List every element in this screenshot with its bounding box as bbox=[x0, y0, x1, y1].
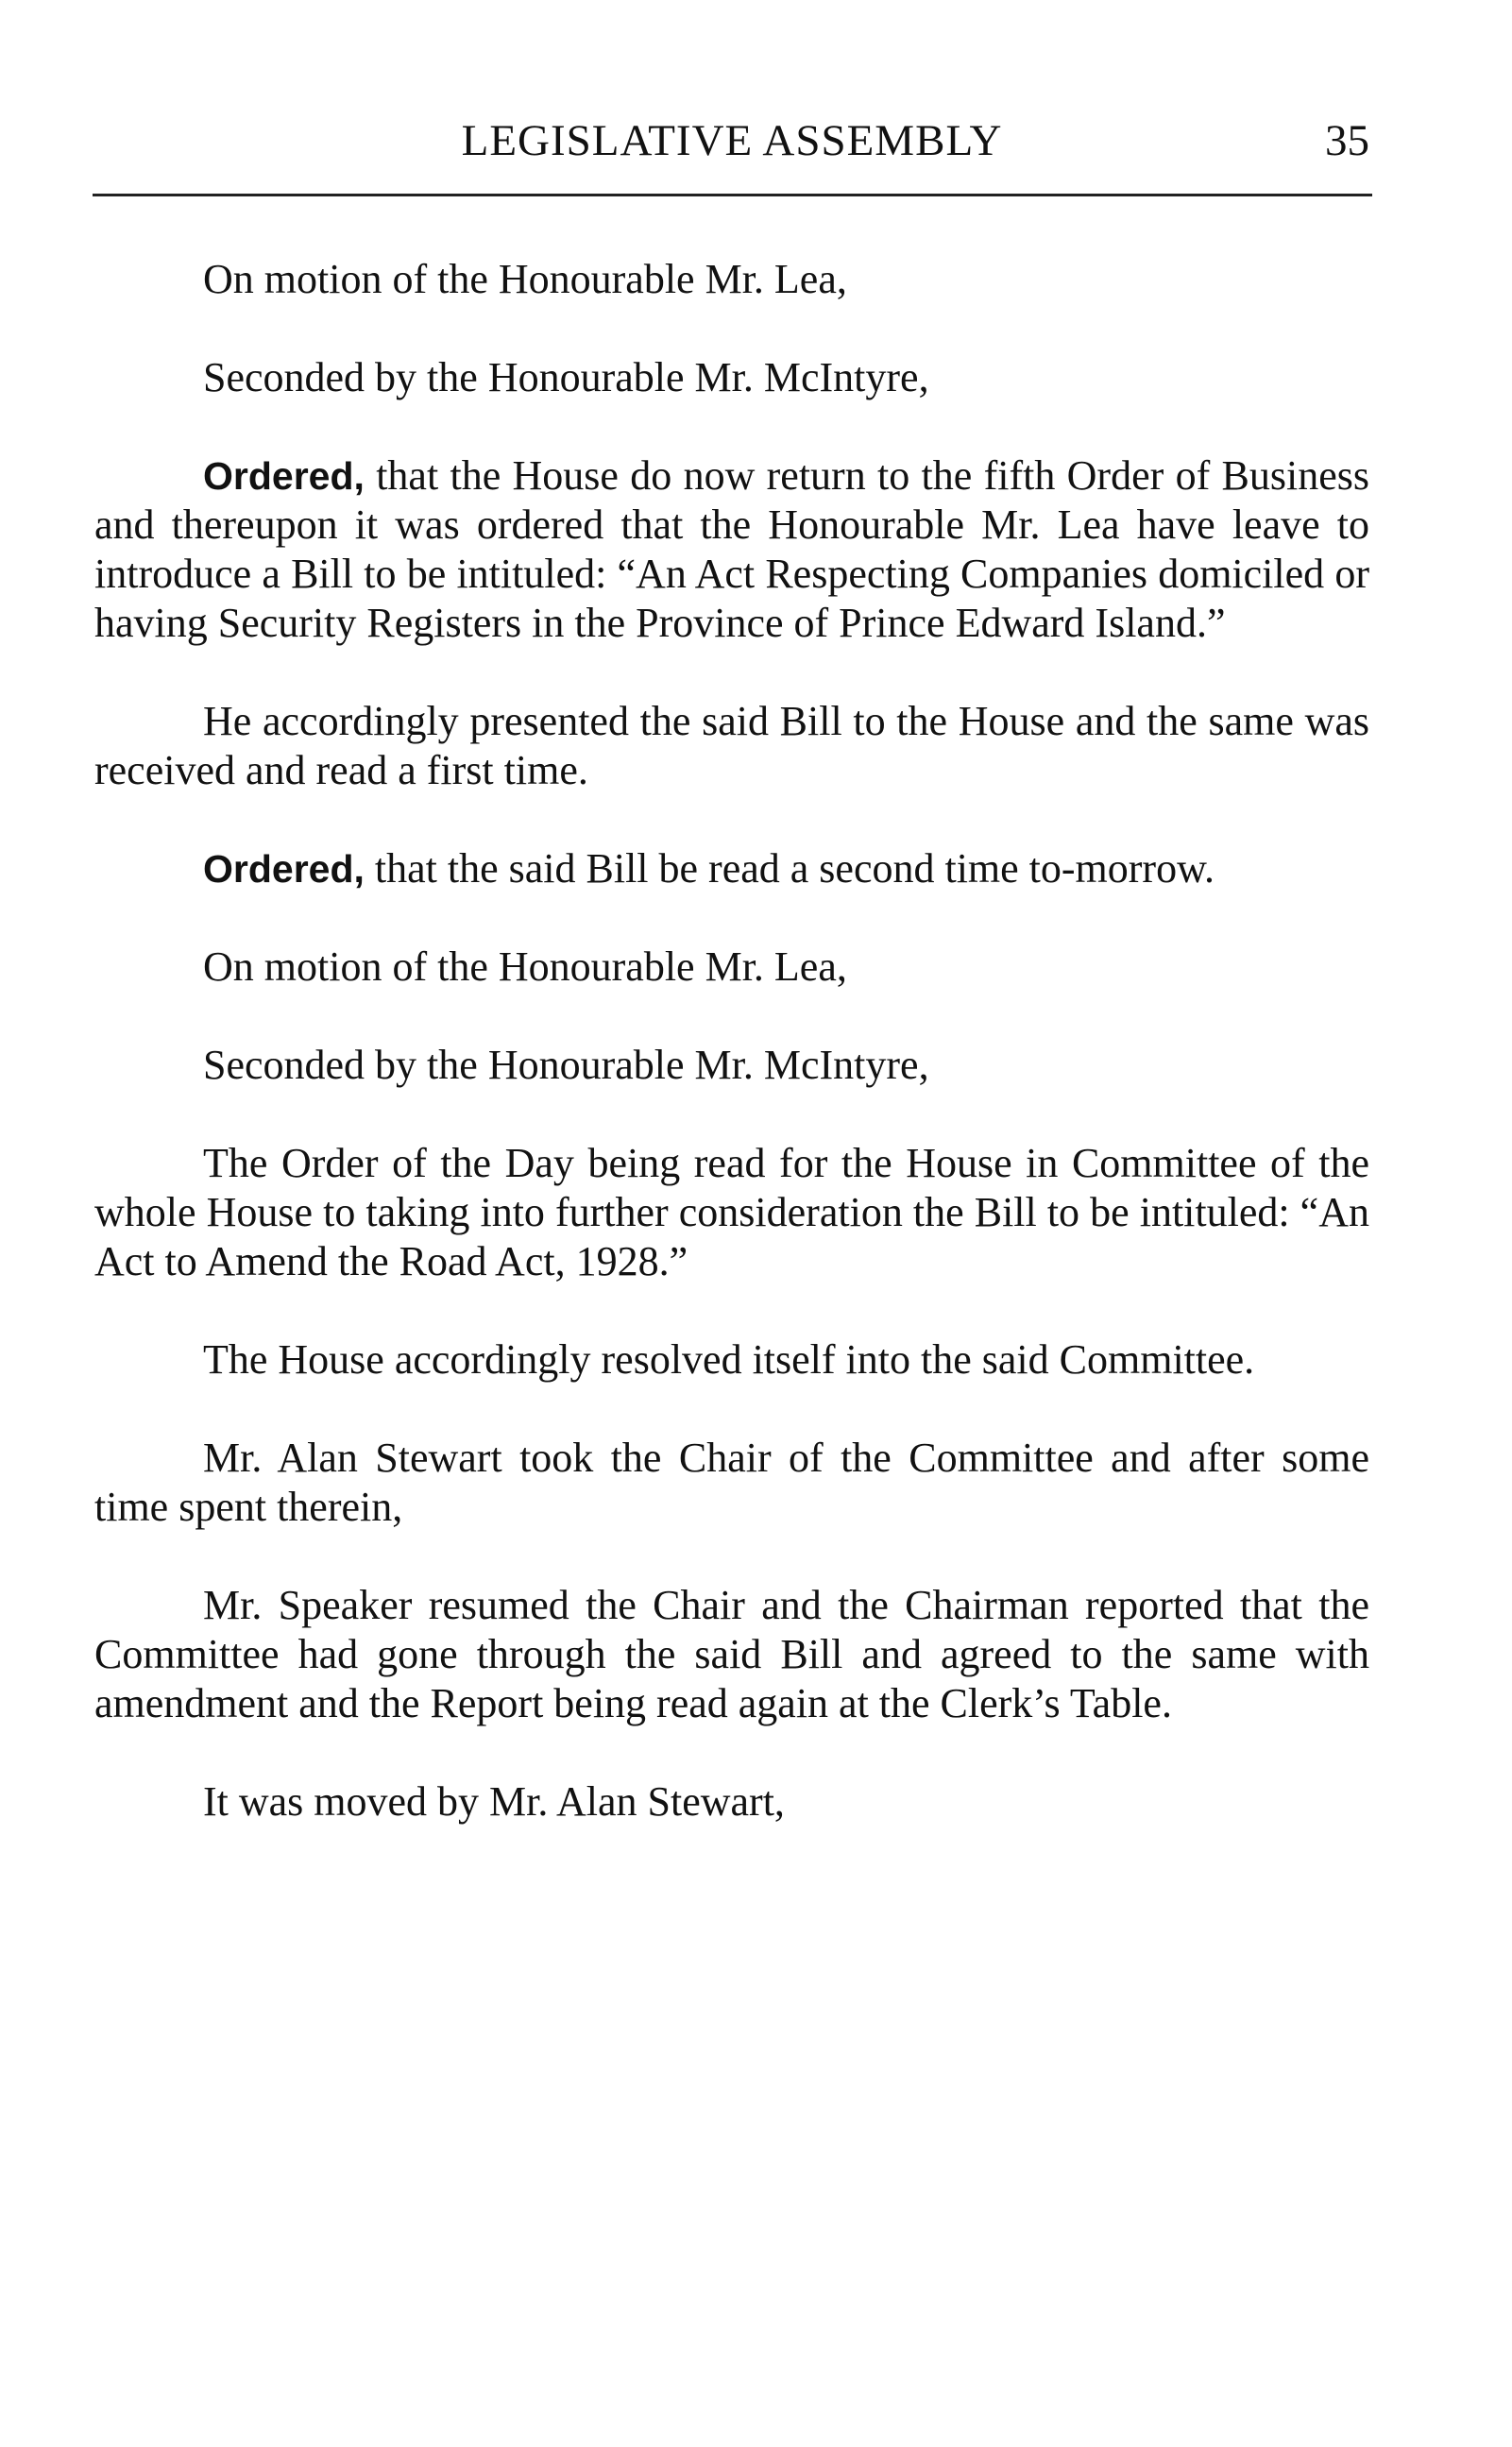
paragraph-motion-1 bbox=[94, 255, 1369, 304]
paragraph-text: The Order of the Day being read for the House in Committee of the whole House to taking into further consideration the Bill to be intituled: “An Act to Amend the Road Act, 1928.” bbox=[94, 1140, 1369, 1284]
paragraph-text: The House accordingly resolved itself into the said Committee. bbox=[203, 1336, 1255, 1383]
paragraph-text: that the said Bill be read a second time to-morrow. bbox=[364, 845, 1215, 892]
body-text bbox=[94, 255, 1369, 1827]
paragraph-text: On motion of the Honourable Mr. Lea, bbox=[203, 943, 847, 990]
running-head bbox=[94, 115, 1369, 181]
ordered-lead: Ordered, bbox=[203, 454, 365, 498]
ordered-lead: Ordered, bbox=[203, 847, 365, 891]
paragraph-motion-2 bbox=[94, 943, 1369, 992]
header-rule bbox=[93, 194, 1372, 196]
paragraph-text: Seconded by the Honourable Mr. McIntyre, bbox=[203, 1042, 929, 1088]
paragraph-text: He accordingly presented the said Bill to the House and the same was received and read a first time. bbox=[94, 698, 1369, 793]
paragraph-moved-by bbox=[94, 1777, 1369, 1827]
paragraph-text: that the House do now return to the fifth Order of Business and thereupon it was ordered that the Honourable Mr. Lea have leave to introduce a Bill to be intituled: “An Act Respecting Companies domiciled or having Security Registers in the Province of Prince Edward Island.” bbox=[94, 452, 1369, 646]
paragraph-seconded-1 bbox=[94, 353, 1369, 402]
paragraph-bill-presented bbox=[94, 697, 1369, 795]
paragraph-text: Mr. Speaker resumed the Chair and the Chairman reported that the Committee had gone through the said Bill and agreed to the same with amendment and the Report being read again at the Clerk’s Table. bbox=[94, 1582, 1369, 1726]
running-title: LEGISLATIVE ASSEMBLY bbox=[461, 116, 1003, 165]
paragraph-order-of-day bbox=[94, 1139, 1369, 1286]
paragraph-text: Mr. Alan Stewart took the Chair of the Committee and after some time spent therein, bbox=[94, 1435, 1369, 1530]
paragraph-text: On motion of the Honourable Mr. Lea, bbox=[203, 256, 847, 302]
paragraph-second-reading bbox=[94, 844, 1369, 893]
paragraph-order-fifth-business bbox=[94, 451, 1369, 648]
paragraph-speaker-resumed bbox=[94, 1581, 1369, 1728]
paragraph-text: It was moved by Mr. Alan Stewart, bbox=[203, 1778, 785, 1825]
page-number: 35 bbox=[1325, 116, 1369, 165]
paragraph-house-resolved bbox=[94, 1335, 1369, 1385]
paragraph-chair-taken bbox=[94, 1434, 1369, 1532]
paragraph-text: Seconded by the Honourable Mr. McIntyre, bbox=[203, 354, 929, 400]
paragraph-seconded-2 bbox=[94, 1041, 1369, 1090]
